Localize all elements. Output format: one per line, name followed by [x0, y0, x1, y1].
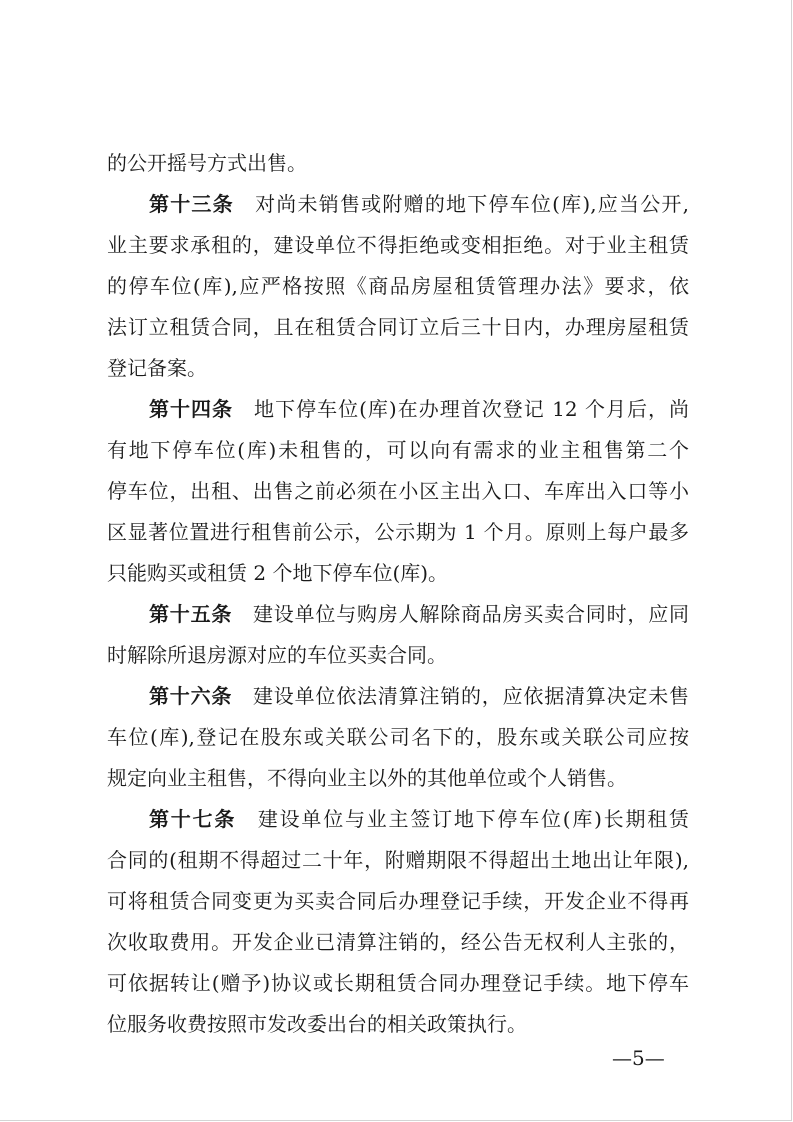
article-14-label: 第十四条	[149, 397, 234, 421]
article-16-first-line	[149, 683, 689, 709]
article-16-line-3: 规定向业主租售，不得向业主以外的其他单位或个人销售。	[107, 766, 627, 790]
article-14-line-4: 区显著位置进行租售前公示，公示期为 1 个月。原则上每户最多	[107, 520, 689, 544]
article-14-line-1: 地下停车位(库)在办理首次登记 12 个月后，尚	[253, 397, 690, 421]
article-17-line-5: 可依据转让(赠予)协议或长期租赁合同办理登记手续。地下停车	[107, 971, 689, 995]
article-13-line-2: 业主要求承租的，建设单位不得拒绝或变相拒绝。对于业主租赁	[107, 233, 689, 257]
article-14-line-2: 有地下停车位(库)未租售的，可以向有需求的业主租售第二个	[107, 438, 689, 462]
article-16-line-2: 车位(库),登记在股东或关联公司名下的，股东或关联公司应按	[107, 725, 689, 749]
article-15-line-2: 时解除所退房源对应的车位买卖合同。	[107, 643, 447, 667]
article-14-line-3: 停车位，出租、出售之前必须在小区主出入口、车库出入口等小	[107, 479, 689, 503]
article-13-line-5: 登记备案。	[107, 356, 207, 380]
article-13-first-line	[149, 191, 689, 217]
article-13-line-3: 的停车位(库),应严格按照《商品房屋租赁管理办法》要求，依	[107, 274, 689, 298]
article-13-label: 第十三条	[149, 192, 234, 216]
article-17-line-1: 建设单位与业主签订地下停车位(库)长期租赁	[256, 807, 690, 831]
article-15-label: 第十五条	[149, 602, 233, 626]
article-17-line-2: 合同的(租期不得超过二十年，附赠期限不得超出土地出让年限),	[107, 848, 689, 872]
article-13-line-1: 对尚未销售或附赠的地下停车位(库),应当公开,	[253, 192, 689, 216]
article-16-line-1: 建设单位依法清算注销的，应依据清算决定未售	[252, 684, 690, 708]
article-17-first-line	[149, 806, 689, 832]
article-17-line-3: 可将租赁合同变更为买卖合同后办理登记手续，开发企业不得再	[107, 889, 689, 913]
article-15-line-1: 建设单位与购房人解除商品房买卖合同时，应同	[252, 602, 690, 626]
intro-line: 的公开摇号方式出售。	[107, 151, 307, 175]
article-17-label: 第十七条	[149, 807, 237, 831]
article-14-line-5: 只能购买或租赁 2 个地下停车位(库)。	[107, 561, 449, 585]
article-17-line-4: 次收取费用。开发企业已清算注销的，经公告无权利人主张的，	[107, 930, 689, 954]
article-15-first-line	[149, 601, 689, 627]
article-16-label: 第十六条	[149, 684, 233, 708]
page-number: —5—	[612, 1046, 665, 1070]
article-13-line-4: 法订立租赁合同，且在租赁合同订立后三十日内，办理房屋租赁	[107, 315, 689, 339]
article-17-line-6: 位服务收费按照市发改委出台的相关政策执行。	[107, 1012, 527, 1036]
article-14-first-line	[149, 396, 689, 422]
